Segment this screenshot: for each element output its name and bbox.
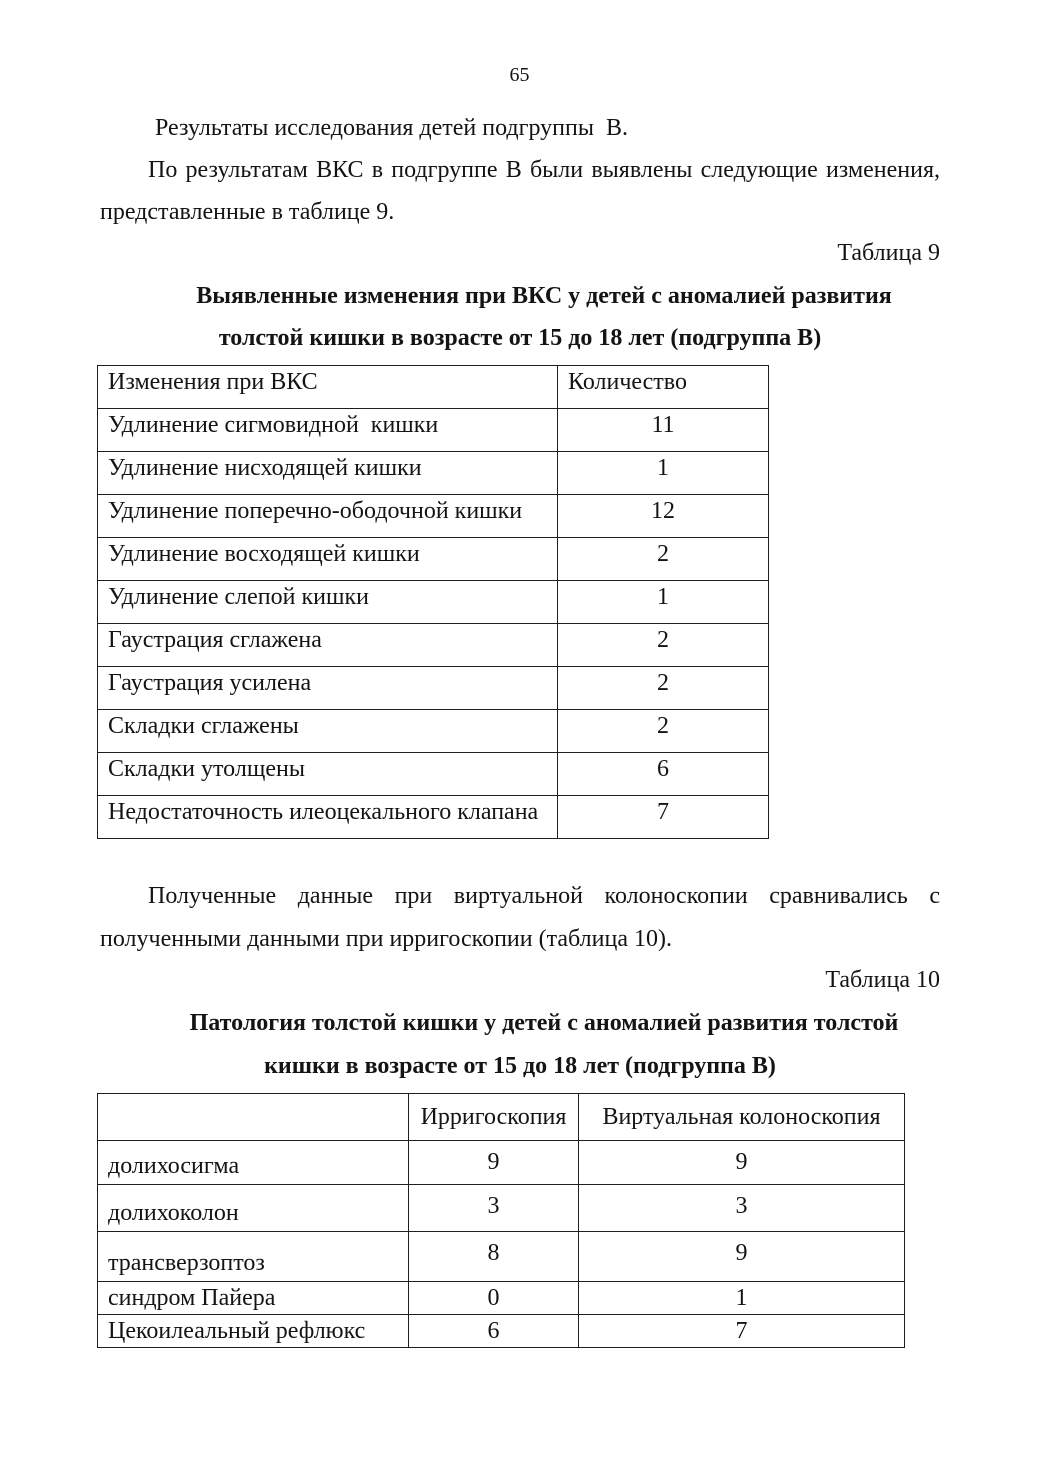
paragraph-line: По результатам ВКС в подгруппе В были выявлены следующие изменения,: [148, 157, 940, 183]
table-10-title-line: кишки в возрасте от 15 до 18 лет (подгруппа В): [264, 1053, 776, 1079]
cell-count: 2: [558, 667, 769, 710]
cell-irrigoscopy-count: 8: [409, 1232, 579, 1282]
table-row: [98, 1282, 905, 1315]
table-row: [98, 538, 769, 581]
table-row: [98, 1315, 905, 1348]
cell-count: 11: [558, 409, 769, 452]
cell-pathology: синдром Пайера: [98, 1282, 409, 1315]
cell-virtual-colonoscopy-count: 9: [579, 1232, 905, 1282]
table-9-caption: Таблица 9: [837, 240, 940, 266]
table-row: [98, 710, 769, 753]
cell-count: 2: [558, 710, 769, 753]
cell-count: 2: [558, 624, 769, 667]
intro-sentence: Результаты исследования детей подгруппы В.: [155, 115, 628, 141]
cell-virtual-colonoscopy-count: 7: [579, 1315, 905, 1348]
table-9-title-line: Выявленные изменения при ВКС у детей с аномалией развития: [196, 283, 892, 309]
cell-irrigoscopy-count: 3: [409, 1185, 579, 1232]
table-row: [98, 581, 769, 624]
page-number: 65: [509, 64, 530, 86]
column-header-changes: Изменения при ВКС: [98, 366, 558, 409]
table-row: [98, 796, 769, 839]
cell-pathology: долихоколон: [98, 1185, 409, 1232]
cell-count: 2: [558, 538, 769, 581]
cell-change: Удлинение нисходящей кишки: [98, 452, 558, 495]
table-row: [98, 452, 769, 495]
table-header-row: [98, 1094, 905, 1141]
cell-change: Недостаточность илеоцекального клапана: [98, 796, 558, 839]
column-header-virtual-colonoscopy: Виртуальная колоноскопия: [579, 1094, 905, 1141]
table-row: [98, 1141, 905, 1185]
cell-change: Удлинение слепой кишки: [98, 581, 558, 624]
cell-irrigoscopy-count: 0: [409, 1282, 579, 1315]
cell-pathology: долихосигма: [98, 1141, 409, 1185]
cell-change: Удлинение поперечно-ободочной кишки: [98, 495, 558, 538]
paragraph-line: Полученные данные при виртуальной колоноскопии сравнивались с: [148, 883, 940, 909]
cell-count: 12: [558, 495, 769, 538]
cell-count: 1: [558, 452, 769, 495]
cell-change: Удлинение восходящей кишки: [98, 538, 558, 581]
table-10: [97, 1093, 905, 1348]
cell-irrigoscopy-count: 9: [409, 1141, 579, 1185]
table-row: [98, 409, 769, 452]
cell-count: 7: [558, 796, 769, 839]
cell-count: 1: [558, 581, 769, 624]
table-9: [97, 365, 769, 839]
cell-change: Складки утолщены: [98, 753, 558, 796]
cell-virtual-colonoscopy-count: 3: [579, 1185, 905, 1232]
cell-irrigoscopy-count: 6: [409, 1315, 579, 1348]
table-row: [98, 753, 769, 796]
column-header-empty: [98, 1094, 409, 1141]
table-10-body: [98, 1141, 905, 1348]
cell-pathology: трансверзоптоз: [98, 1232, 409, 1282]
cell-change: Гаустрация сглажена: [98, 624, 558, 667]
table-10-caption: Таблица 10: [825, 967, 940, 993]
table-10-title-line: Патология толстой кишки у детей с аномалией развития толстой: [189, 1010, 899, 1036]
table-9-body: [98, 409, 769, 839]
table-9-title-line: толстой кишки в возрасте от 15 до 18 лет (подгруппа В): [218, 325, 822, 351]
paragraph-line: полученными данными при ирригоскопии (таблица 10).: [100, 926, 672, 952]
table-row: [98, 667, 769, 710]
cell-change: Складки сглажены: [98, 710, 558, 753]
cell-virtual-colonoscopy-count: 1: [579, 1282, 905, 1315]
cell-count: 6: [558, 753, 769, 796]
cell-change: Гаустрация усилена: [98, 667, 558, 710]
column-header-irrigoscopy: Ирригоскопия: [409, 1094, 579, 1141]
paragraph-line: представленные в таблице 9.: [100, 199, 395, 225]
table-row: [98, 1185, 905, 1232]
table-header-row: [98, 366, 769, 409]
cell-pathology: Цекоилеальный рефлюкс: [98, 1315, 409, 1348]
table-row: [98, 1232, 905, 1282]
cell-change: Удлинение сигмовидной кишки: [98, 409, 558, 452]
cell-virtual-colonoscopy-count: 9: [579, 1141, 905, 1185]
table-row: [98, 495, 769, 538]
column-header-count: Количество: [558, 366, 769, 409]
table-row: [98, 624, 769, 667]
